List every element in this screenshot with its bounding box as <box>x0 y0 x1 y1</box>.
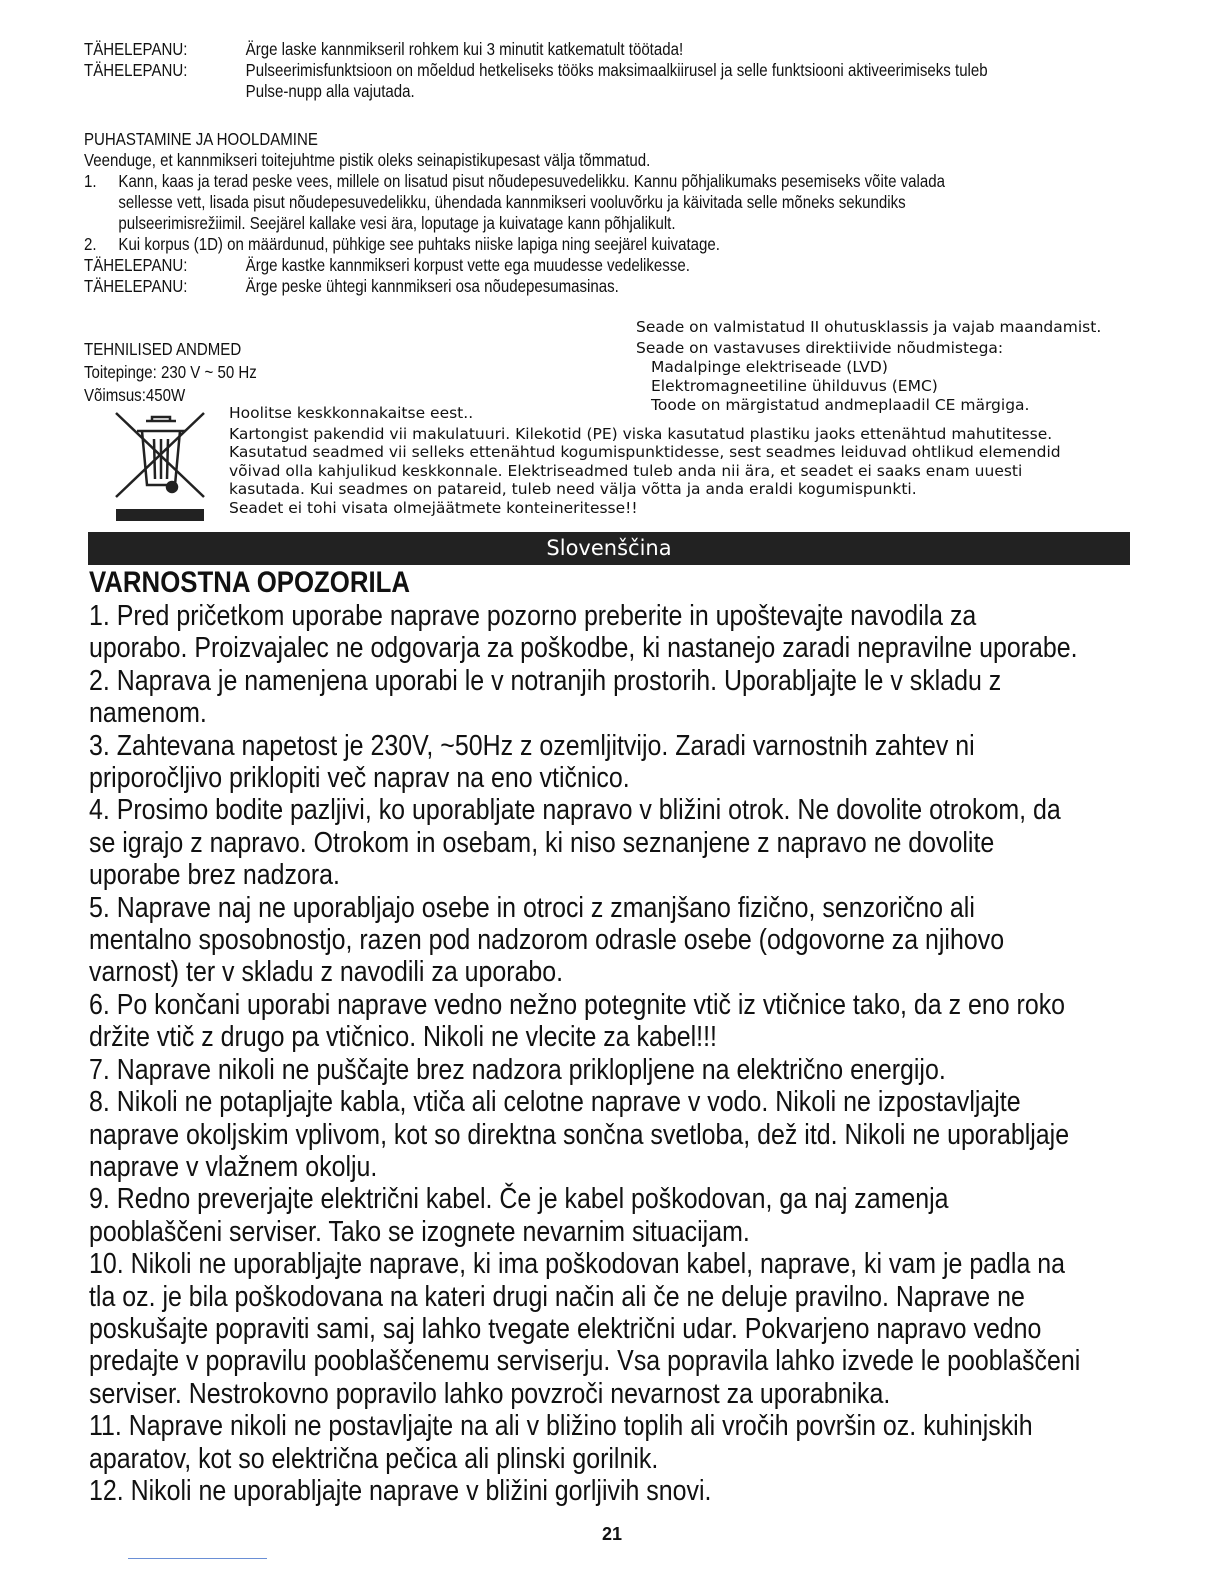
safety-line: 11. Naprave nikoli ne postavljajte na ali v bližino toplih ali vročih površin oz. kuhinjskih <box>89 1410 1033 1443</box>
safety-list <box>89 600 1121 1507</box>
compliance-line: Toode on märgistatud andmeplaadil CE märgiga. <box>651 396 1030 414</box>
warnings-top <box>84 39 1030 102</box>
cleaning-item-number: 1. <box>84 171 97 191</box>
safety-line: aparatov, kot so električna pečica ali plinski gorilnik. <box>89 1442 659 1475</box>
warning-label: TÄHELEPANU: <box>84 60 188 80</box>
warning-text: Ärge kastke kannmikseri korpust vette ega muudesse vedelikesse. <box>245 255 690 275</box>
cleaning-item <box>84 171 1116 192</box>
warning-label: TÄHELEPANU: <box>84 39 188 59</box>
safety-line: 12. Nikoli ne uporabljajte naprave v bližini gorljivih snovi. <box>89 1474 712 1507</box>
footer-rule <box>128 1558 267 1559</box>
safety-line: uporabo. Proizvajalec ne odgovarja za poškodbe, ki nastanejo zaradi nepravilne uporabe. <box>89 632 1078 665</box>
warning-label: TÄHELEPANU: <box>84 276 188 296</box>
compliance-block <box>636 318 1196 415</box>
cleaning-item-line: Kann, kaas ja terad peske vees, millele on lisatud pisut nõudepesuvedelikku. Kannu põhjalikumaks pesemiseks võite valada <box>118 171 945 191</box>
safety-line: priporočljivo priklopiti več naprav na eno vtičnico. <box>89 762 630 795</box>
warning-text: Ärge laske kannmikseril rohkem kui 3 minutit katkematult töötada! <box>245 39 684 59</box>
safety-line: tla oz. je bila poškodovana na kateri drugi način ali če ne deluje pravilno. Naprave ne <box>89 1280 1025 1313</box>
warning-text: Pulseerimisfunktsioon on mõeldud hetkeliseks tööks maksimaalkiirusel ja selle funktsiooni aktiveerimiseks tuleb <box>245 60 988 80</box>
warning-text: Pulse-nupp alla vajutada. <box>245 81 415 101</box>
safety-line: 3. Zahtevana napetost je 230V, ~50Hz z ozemljitvijo. Zaradi varnostnih zahtev ni <box>89 729 975 762</box>
cleaning-title: PUHASTAMINE JA HOOLDAMINE <box>84 129 318 149</box>
safety-line: 10. Nikoli ne uporabljajte naprave, ki ima poškodovan kabel, naprave, ki vam je padla na <box>89 1248 1066 1281</box>
tech-voltage: Toitepinge: 230 V ~ 50 Hz <box>84 362 257 382</box>
safety-line: varnost) ter v skladu z navodili za uporabo. <box>89 956 564 989</box>
safety-line: mentalno sposobnostjo, razen pod nadzorom odrasle osebe (odgovorne za njihovo <box>89 924 1005 957</box>
environment-line: võivad olla kahjulikud keskkonnale. Elektriseadmed tuleb anda nii ära, et seadet ei saaks enam uuesti <box>229 461 1023 480</box>
safety-line: 2. Naprava je namenjena uporabi le v notranjih prostorih. Uporabljajte le v skladu z <box>89 664 1002 697</box>
environment-line: Kartongist pakendid vii makulatuuri. Kilekotid (PE) viska kasutatud plastiku jaoks ettenähtud mahutitesse. <box>229 424 1053 443</box>
safety-line: 5. Naprave naj ne uporabljajo osebe in otroci z zmanjšano fizično, senzorično ali <box>89 891 975 924</box>
cleaning-item-number: 2. <box>84 234 97 254</box>
environment-title: Hoolitse keskkonnakaitse eest.. <box>229 404 474 422</box>
tech-power: Võimsus:450W <box>84 385 186 405</box>
safety-line: se igrajo z napravo. Otrokom in osebam, ki niso seznanjene z napravo ne dovolite <box>89 826 995 859</box>
cleaning-item-line: pulseerimisrežiimil. Seejärel kallake vesi ära, loputage ja kuivatage kann põhjalikult. <box>118 213 676 233</box>
warning-label: TÄHELEPANU: <box>84 255 188 275</box>
safety-line: 7. Naprave nikoli ne puščajte brez nadzora priklopljene na električno energijo. <box>89 1053 946 1086</box>
compliance-line: Elektromagneetiline ühilduvus (EMC) <box>651 377 938 395</box>
safety-line: poskušajte popraviti sami, saj lahko tvegate električni udar. Pokvarjeno napravo vedno <box>89 1312 1042 1345</box>
safety-line: naprave v vlažnem okolju. <box>89 1150 378 1183</box>
safety-line: naprave okoljskim vplivom, kot so direktna sončna svetloba, dež itd. Nikoli ne uporabljaje <box>89 1118 1070 1151</box>
safety-line: predajte v popravilu pooblaščenemu serviserju. Vsa popravila lahko izvede le pooblaščeni <box>89 1345 1081 1378</box>
safety-line: 4. Prosimo bodite pazljivi, ko uporabljate napravo v bližini otrok. Ne dovolite otrokom, da <box>89 794 1061 827</box>
environment-block <box>229 404 1129 517</box>
warning-row <box>84 255 1116 276</box>
safety-line: uporabe brez nadzora. <box>89 859 340 892</box>
warning-row <box>84 60 1030 81</box>
compliance-line: Seade on vastavuses direktiivide nõudmistega: <box>636 339 1004 357</box>
environment-line: Seadet ei tohi visata olmejäätmete konteineritesse!! <box>229 498 638 517</box>
crossed-bin-icon <box>112 409 208 523</box>
page-number: 21 <box>601 1524 623 1544</box>
safety-line: 6. Po končani uporabi naprave vedno nežno potegnite vtič iz vtičnice tako, da z eno roko <box>89 988 1066 1021</box>
warning-row <box>84 39 1030 60</box>
cleaning-item-line: sellesse vett, lisada pisut nõudepesuvedelikku, ühendada kannmikseri vooluvõrku ja käivitada selle mõneks sekundiks <box>118 192 906 212</box>
language-bar: Slovenščina <box>88 532 1130 565</box>
warning-row <box>84 276 1116 297</box>
compliance-line: Madalpinge elektriseade (LVD) <box>651 358 888 376</box>
environment-line: Kasutatud seadmed vii selleks ettenähtud kogumispunktidesse, sest seadmes leiduvad ohtlikud elemendid <box>229 443 1061 461</box>
tech-data <box>84 338 342 407</box>
safety-line: namenom. <box>89 697 207 730</box>
cleaning-section <box>84 129 1116 297</box>
safety-line: 9. Redno preverjajte električni kabel. Če je kabel poškodovan, ga naj zamenja <box>89 1183 949 1216</box>
safety-line: 1. Pred pričetkom uporabe naprave pozorno preberite in upoštevajte navodila za <box>89 600 977 632</box>
cleaning-item-line: Kui korpus (1D) on määrdunud, pühkige see puhtaks niiske lapiga ning seejärel kuivatage. <box>118 234 720 254</box>
section-title: VARNOSTNA OPOZORILA <box>89 566 411 599</box>
safety-line: serviser. Nestrokovno popravilo lahko povzroči nevarnost za uporabnika. <box>89 1377 891 1410</box>
safety-line: pooblaščeni serviser. Tako se izognete nevarnim situacijam. <box>89 1215 750 1248</box>
environment-line: kasutada. Kui seadmes on patareid, tuleb need välja võtta ja anda eraldi kogumispunkti. <box>229 480 917 498</box>
cleaning-intro: Veenduge, et kannmikseri toitejuhtme pistik oleks seinapistikupesast välja tõmmatud. <box>84 150 651 170</box>
warning-text: Ärge peske ühtegi kannmikseri osa nõudepesumasinas. <box>245 276 619 296</box>
warning-row-continued <box>84 81 1030 102</box>
safety-line: držite vtič z drugo pa vtičnico. Nikoli ne vlecite za kabel!!! <box>89 1021 717 1054</box>
safety-line: 8. Nikoli ne potapljajte kabla, vtiča ali celotne naprave v vodo. Nikoli ne izpostavljajte <box>89 1086 1021 1119</box>
compliance-line: Seade on valmistatud II ohutusklassis ja vajab maandamist. <box>636 318 1102 336</box>
tech-title: TEHNILISED ANDMED <box>84 339 242 359</box>
cleaning-item <box>84 234 1116 255</box>
